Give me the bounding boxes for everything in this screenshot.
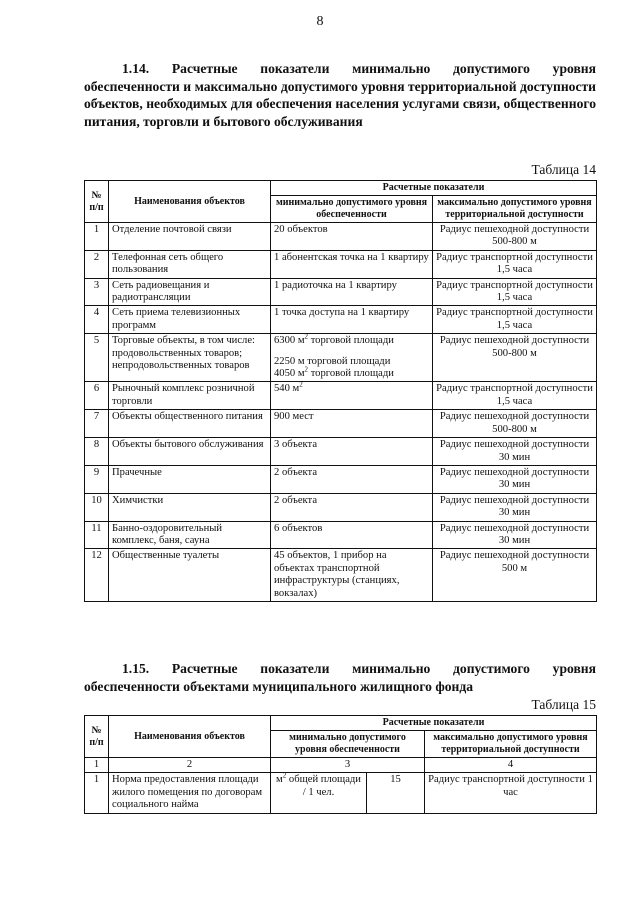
header-min: минимально допустимого уровня обеспеченности bbox=[271, 196, 433, 223]
table-row: 12 Общественные туалеты 45 объектов, 1 прибор на объектах транспортной инфраструктуры (станциях, вокзалах) Радиус пешеходной доступности 500 м bbox=[85, 549, 597, 602]
table-row: 11 Банно-оздоровительный комплекс, баня, сауна 6 объектов Радиус пешеходной доступности 30 мин bbox=[85, 521, 597, 549]
column-number-row: 1 2 3 4 bbox=[85, 758, 597, 773]
section-15-title: 1.15. Расчетные показатели минимально допустимого уровня обеспеченности объектами муниципального жилищного фонда bbox=[84, 661, 596, 694]
header-max: максимально допустимого уровня территориальной доступности bbox=[425, 731, 597, 758]
table-row: 2 Телефонная сеть общего пользования 1 абонентская точка на 1 квартиру Радиус транспортной доступности 1,5 часа bbox=[85, 250, 597, 278]
header-num: № п/п bbox=[85, 181, 109, 223]
table-row: 7 Объекты общественного питания 900 мест Радиус пешеходной доступности 500-800 м bbox=[85, 410, 597, 438]
table-row: 8 Объекты бытового обслуживания 3 объекта Радиус пешеходной доступности 30 мин bbox=[85, 438, 597, 466]
table-15 bbox=[84, 715, 597, 814]
table-row: 5 Торговые объекты, в том числе: продовольственных товаров; непродовольственных товаров 6300 $м^2$ торговой площади 2250 м торговой площади 4050 $м^2$ торговой площади Радиус пешеходной доступности 500-800 м bbox=[85, 334, 597, 382]
table-header-row bbox=[85, 181, 597, 196]
table-row: 1 Отделение почтовой связи 20 объектов Радиус пешеходной доступности 500-800 м bbox=[85, 223, 597, 251]
table-row: 9 Прачечные 2 объекта Радиус пешеходной доступности 30 мин bbox=[85, 465, 597, 493]
section-14-title: 1.14. Расчетные показатели минимально допустимого уровня обеспеченности и максимально допустимого уровня территориальной доступности объектов, необходимых для обеспечения населения услугами связи, общественного питания, торговли и бытового обслуживания bbox=[84, 61, 596, 129]
table-row: 1 Норма предоставления площади жилого помещения по договорам социального найма $м^2$ общей площади / 1 чел. 15 Радиус транспортной доступности 1 час bbox=[85, 773, 597, 813]
header-name: Наименования объектов bbox=[109, 181, 271, 223]
header-group: Расчетные показатели bbox=[271, 716, 597, 731]
table-row: 4 Сеть приема телевизионных программ 1 точка доступа на 1 квартиру Радиус транспортной доступности 1,5 часа bbox=[85, 306, 597, 334]
header-name: Наименования объектов bbox=[109, 716, 271, 758]
table-header-row bbox=[85, 716, 597, 731]
table-15-caption: Таблица 15 bbox=[531, 697, 596, 712]
table-row: 6 Рыночный комплекс розничной торговли 540 $м^2$ Радиус транспортной доступности 1,5 часа bbox=[85, 382, 597, 410]
table-14-caption: Таблица 14 bbox=[531, 162, 596, 177]
header-min: минимально допустимого уровня обеспеченности bbox=[271, 731, 425, 758]
header-group: Расчетные показатели bbox=[271, 181, 597, 196]
header-num: № п/п bbox=[85, 716, 109, 758]
table-row: 3 Сеть радиовещания и радиотрансляции 1 радиоточка на 1 квартиру Радиус транспортной доступности 1,5 часа bbox=[85, 278, 597, 306]
table-row: 10 Химчистки 2 объекта Радиус пешеходной доступности 30 мин bbox=[85, 493, 597, 521]
page-number: 8 bbox=[316, 14, 324, 29]
header-max: максимально допустимого уровня территориальной доступности bbox=[433, 196, 597, 223]
table-14 bbox=[84, 180, 597, 602]
